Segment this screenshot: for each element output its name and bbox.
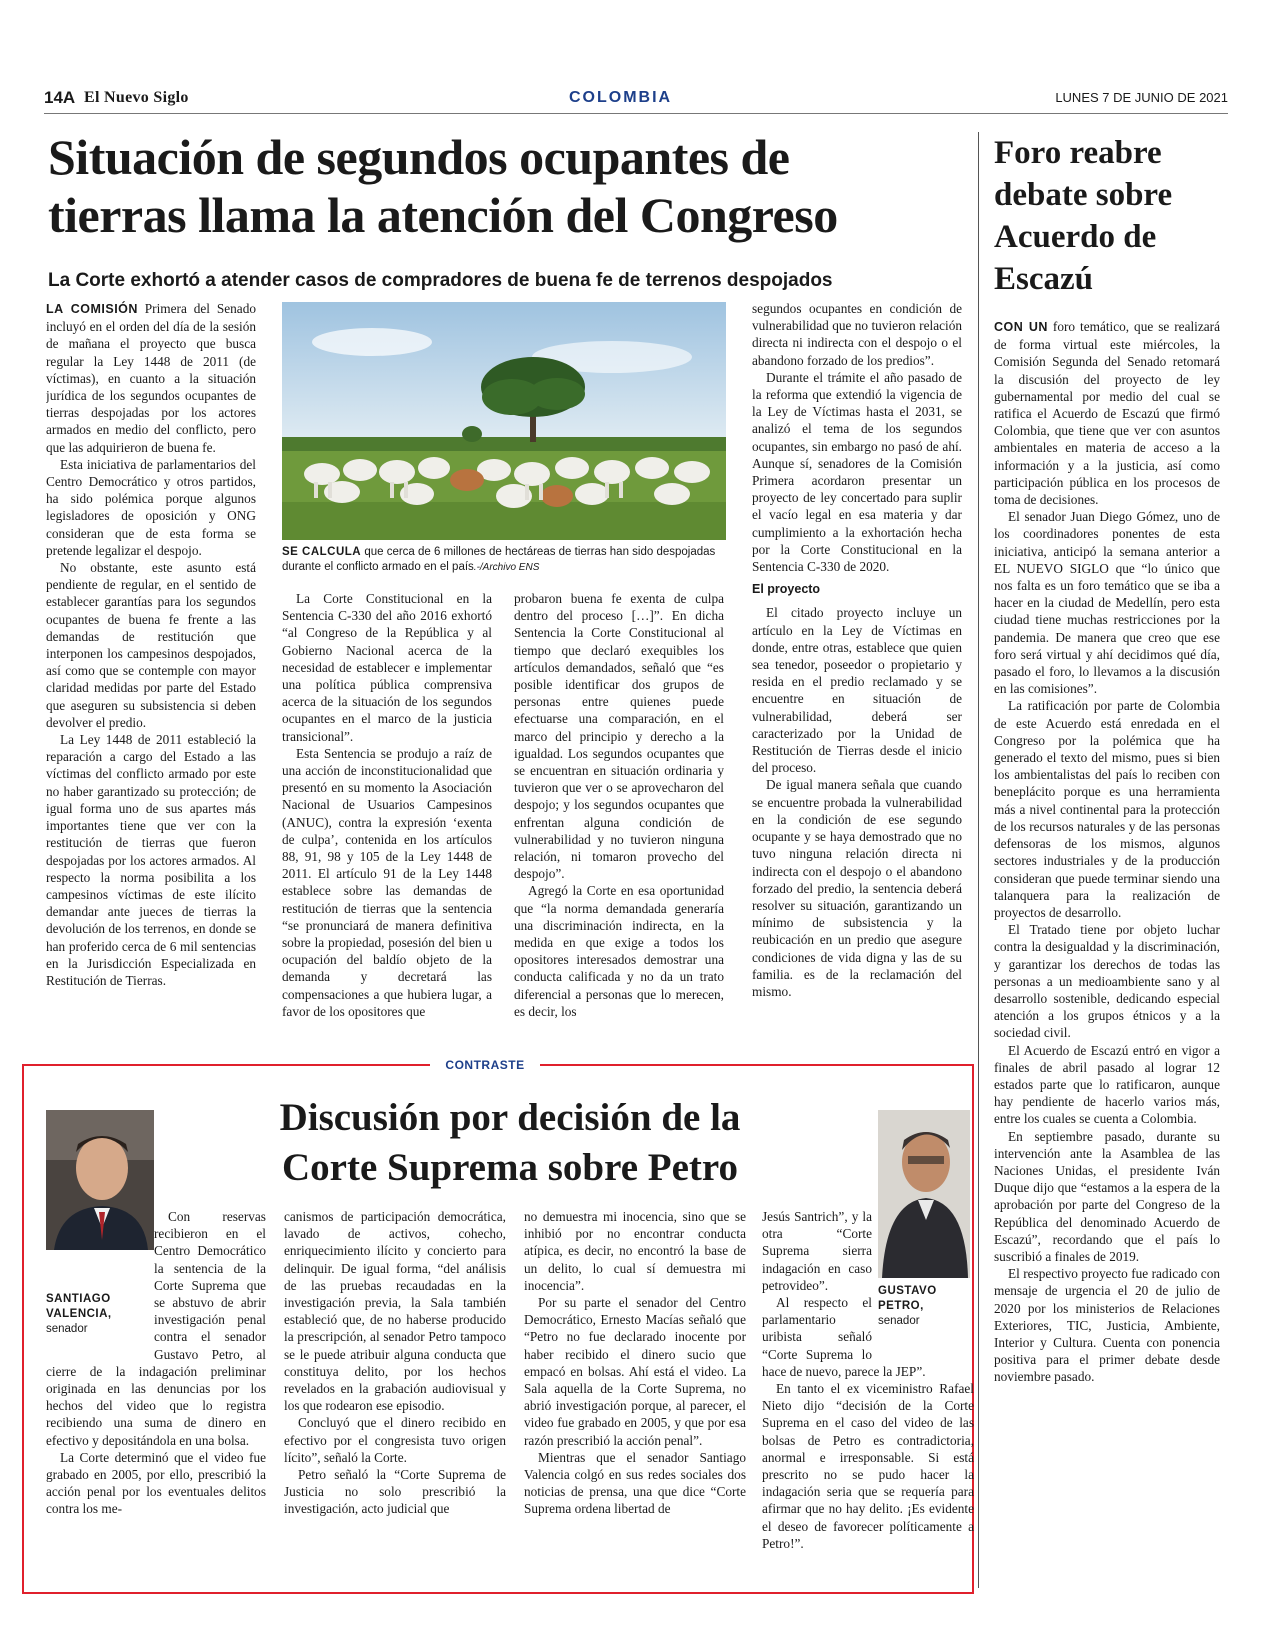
issue-date: LUNES 7 DE JUNIO DE 2021 bbox=[1055, 90, 1228, 105]
rail-divider bbox=[978, 132, 979, 1588]
sidebar-paragraph: La ratificación por parte de Colombia de este Acuerdo está enredada en el Congreso por la polémica que ha generado el texto del mismo, pues si bien los ambientalistas del país lo reciben con beneplácito porque es una herramienta más a nivel continental para la protección de los recursos naturales y de las personas defensoras de los mismos, algunos sectores industriales y de la producción consideran que puede terminar siendo una talanquera para la realización de proyectos de desarrollo. bbox=[994, 698, 1220, 920]
newspaper-name: El Nuevo Siglo bbox=[84, 89, 189, 106]
main-paragraph: Esta Sentencia se produjo a raíz de una acción de inconstitucionalidad que presentó en su momento la Asociación Nacional de Usuarios Campesinos (ANUC), contra la expresión ‘exenta de culpa’, contenida en los artículos 88, 91, 98 y 105 de la Ley 1448 de 2011. El artículo 91 de la Ley 1448 establece sobre las demandas de restitución de tierras que la sentencia “se pronunciará de manera definitiva sobre la propiedad, posesión del bien u ocupación del baldío objeto de la demanda y decretará las compensaciones a que hubiera lugar, a favor de los opositores que bbox=[282, 745, 492, 1019]
main-paragraph: De igual manera señala que cuando se encuentre probada la vulnerabilidad en la condición de ese segundo ocupante y se haya demostrado que no tuvo ninguna relación directa ni indirecta con el despojo o el abandono forzado del predio, la sentencia deberá resolver su situación, garantizando un mínimo de subsistencia y la reubicación en un predio que asegure condiciones de vida digna y las de su familia. es de la reclamación del mismo. bbox=[752, 777, 962, 999]
contraste-paragraph: Al respecto el parlamentario uribista señaló “Corte Suprema lo hace de nuevo, parece la JEP”. bbox=[762, 1295, 926, 1379]
main-paragraph: Esta iniciativa de parlamentarios del Centro Democrático y otros partidos, ha sido polémica porque algunos legisladores de oposición y ONG consideran que de esta forma se pretende legalizar el despojo. bbox=[46, 456, 256, 558]
contraste-paragraph: Por su parte el senador del Centro Democrático, Ernesto Macías señaló que “Petro no fue declarado inocente por haber recibido el dinero sucio que empacó en bolsas. Ahí está el video. La Sala aquella de la Corte Suprema, no abrió investigación porque, al parecer, el video fue grabado en 2005, y que por esa razón prescribió la acción penal”. bbox=[524, 1295, 746, 1448]
photo-credit: .-/Archivo ENS bbox=[473, 562, 540, 573]
petro-name: GUSTAVO PETRO, bbox=[878, 1285, 937, 1312]
paragraph-text: foro temático, que se realizará de forma virtual este miércoles, la Comisión Segunda del Senado retomará la discusión del proyecto de ley gubernamental por medio del cual se ratifica el Acuerdo de Escazú que firmó Colombia, que tiene que ver con asuntos ambientales en materia de acceso a la información y a la justicia, así como participación pública en los procesos de toma de decisiones. bbox=[994, 319, 1220, 508]
main-paragraph: segundos ocupantes en condición de vulnerabilidad que no tuvieron relación directa ni indirecta con el despojo o el abandono forzado de los predios”. bbox=[752, 301, 962, 368]
sidebar-paragraph: El respectivo proyecto fue radicado con mensaje de urgencia el 20 de julio de 2020 por los ministerios de Relaciones Exteriores, TIC, Justicia, Ambiente, Interior y Cultura. Cuenta con ponencia positiva para el primer debate desde noviembre pasado. bbox=[994, 1266, 1220, 1385]
caption-lead: SE CALCULA bbox=[282, 546, 362, 558]
page-number: 14A bbox=[44, 88, 76, 107]
cattle-photo bbox=[282, 302, 726, 540]
contraste-paragraph: canismos de participación democrática, lavado de activos, cohecho, enriquecimiento ilícito y concierto para delinquir. De igual forma, “del análisis de las pruebas recaudadas en la investigación previa, la Sala también estableció que, de no haberse producido la prescripción, al senador Petro tampoco se le puede atribuir alguna conducta que constituya delito, por los hechos revelados en la grabación audiovisual y los que rodearon ese episodio. bbox=[284, 1209, 506, 1414]
contraste-column-4 bbox=[762, 1208, 974, 1580]
petro-role: senador bbox=[878, 1315, 920, 1327]
sidebar-paragraph: El Acuerdo de Escazú entró en vigor a finales de abril pasado al lograr 12 estados parte que lo ratificaron, aunque hay pendiente de hacerlo varios más, entre los cuales se cuenta a Colombia. bbox=[994, 1042, 1220, 1127]
contraste-paragraph: Concluyó que el dinero recibido en efectivo por el congresista tuvo origen lícito”, señaló la Corte. bbox=[284, 1415, 506, 1465]
lead-in: CON UN bbox=[994, 320, 1048, 334]
main-story-column-3 bbox=[514, 590, 724, 1040]
main-subhead: La Corte exhortó a atender casos de compradores de buena fe de terrenos despojados bbox=[48, 270, 833, 291]
paragraph-text: Primera del Senado incluyó en el orden del día de la sesión de mañana el proyecto que busca regular la Ley 1448 de 2011 (de víctimas), en cuanto a la situación jurídica de los segundos ocupantes de tierras despojadas por los actores armados en medio del conflicto, pero que las adquirieron de buena fe. bbox=[46, 301, 256, 455]
portrait-wrap-space bbox=[872, 1208, 974, 1358]
contraste-paragraph: En tanto el ex viceministro Rafael Nieto dijo “decisión de la Corte Suprema en el caso del video de las bolsas de Petro es contradictoria, anormal e irresponsable. Si está prescrito no se pudo hacer la indagación seria que se requería para afirmar que no hay delito. ¡Es evidente el deseo de favorecer políticamente a Petro!”. bbox=[762, 1381, 974, 1551]
main-paragraph: probaron buena fe exenta de culpa dentro del proceso […]”. En dicha Sentencia la Corte Constitucional al tiempo que declaró exequibles los artículos demandados, señaló que “es posible identificar dos grupos de personas entre quienes puede efectuarse una comparación, en el marco del principio y derecho a la igualdad. Los segundos ocupantes que se encuentran en situación ordinaria y tuvieron que ver o se aprovecharon del despojo; y los segundos ocupantes que enfrentan alguna condición de vulnerabilidad y no tuvieron ninguna relación, ni tomaron provecho del despojo”. bbox=[514, 591, 724, 882]
sidebar-paragraph bbox=[994, 318, 1220, 508]
contraste-column-1 bbox=[46, 1208, 266, 1580]
main-story-column-1 bbox=[46, 300, 256, 1040]
folio-bar bbox=[44, 88, 1228, 110]
section-name: COLOMBIA bbox=[569, 89, 673, 106]
main-paragraph: Agregó la Corte en esa oportunidad que “la norma demandada generaría una discriminación indirecta, en la medida en que exige a todos los opositores interesados demostrar una conducta calificada y no da un trato diferencial a personas que lo merecen, es decir, los bbox=[514, 883, 724, 1019]
main-headline: Situación de segundos ocupantes de tierras llama la atención del Congreso bbox=[48, 129, 838, 243]
sidebar-story bbox=[994, 318, 1220, 1598]
contraste-label: CONTRASTE bbox=[430, 1058, 540, 1072]
main-story-column-4 bbox=[752, 300, 962, 1040]
contraste-paragraph: Mientras que el senador Santiago Valencia colgó en sus redes sociales dos noticias de prensa, una que dice “Corte Suprema ordena libertad de bbox=[524, 1449, 746, 1517]
contraste-column-3 bbox=[524, 1208, 746, 1580]
contraste-paragraph: Con reservas recibieron en el Centro Democrático la sentencia de la Corte Suprema que se abstuvo de abrir investigación penal contra el senador Gustavo Petro, al cierre de la indagación preliminar originada en las denuncias por los hechos del video que lo registra recibiendo una suma de dinero en efectivo y depositándola en una bolsa. bbox=[46, 1209, 266, 1448]
contraste-paragraph: Jesús Santrich”, y la otra “Corte Suprema sierra indagación en caso petrovideo”. bbox=[762, 1209, 872, 1293]
caption-text: que cerca de 6 millones de hectáreas de tierras han sido despojadas durante el conflicto armado en el país bbox=[282, 546, 716, 573]
contraste-paragraph: Petro señaló la “Corte Suprema de Justicia no solo prescribió la investigación, acto judicial que bbox=[284, 1467, 506, 1517]
contraste-headline: Discusión por decisión de la Corte Suprema sobre Petro bbox=[279, 1096, 741, 1189]
photo-caption bbox=[282, 545, 726, 575]
main-story-column-2 bbox=[282, 590, 492, 1040]
section-subhead: El proyecto bbox=[752, 582, 821, 597]
sidebar-paragraph: En septiembre pasado, durante su intervención ante la Asamblea de las Naciones Unidas, el presidente Iván Duque dijo que “estamos a la espera de la aprobación por parte del Congreso de la República del denominado Acuerdo de Escazú”, recordando que el país lo suscribió a finales de 2019. bbox=[994, 1128, 1220, 1264]
main-paragraph: Durante el trámite el año pasado de la reforma que extendió la vigencia de la Ley de Víctimas hasta el 2031, se analizó el tema de los segundos ocupantes, sin embargo no pasó de ahí. Aunque sí, senadores de la Comisión Primera acordaron presentar un proyecto de ley concertado para suplir el vacío legal en esa materia y dar cumplimiento a la exhortación hecha por la Corte Constitucional en la Sentencia C-330 de 2020. bbox=[752, 369, 962, 575]
valencia-role: senador bbox=[46, 1323, 88, 1335]
contraste-paragraph: no demuestra mi inocencia, sino que se inhibió por no encontrar conducta atípica, es decir, no encontró la base de un delito, lo cual sí demuestra mi inocencia”. bbox=[524, 1209, 746, 1293]
contraste-column-2 bbox=[284, 1208, 506, 1580]
main-paragraph bbox=[46, 300, 256, 456]
sidebar-headline: Foro reabre debate sobre Acuerdo de Escazú bbox=[994, 135, 1173, 297]
cattle-field-image bbox=[282, 302, 726, 540]
main-paragraph: La Corte Constitucional en la Sentencia C-330 del año 2016 exhortó “al Congreso de la República y al Gobierno Nacional acerca de la necesidad de establecer e implementar una política pública comprensiva acerca de la situación de los segundos ocupantes en el marco de la justicia transicional”. bbox=[282, 591, 492, 744]
sidebar-paragraph: El senador Juan Diego Gómez, uno de los coordinadores ponentes de esta iniciativa, anticipó la semana anterior a EL NUEVO SIGLO que “lo único que nos falta es un foro temático que se iba a hacer en la ciudad de Medellín, pero esta ciudad tiene muchas restricciones por la pandemia. De manera que creo que ese foro será virtual y ahí decidimos qué día, pasado el foro, lo llevamos a la discusión en las comisiones”. bbox=[994, 509, 1220, 697]
folio-divider bbox=[44, 113, 1228, 114]
contraste-paragraph: La Corte determinó que el video fue grabado en 2005, por ello, prescribió la acción penal por los eventuales delitos contra los me- bbox=[46, 1449, 266, 1517]
main-paragraph: No obstante, este asunto está pendiente de regular, en el sentido de establecer garantías para los segundos ocupantes de buena fe frente a las demandas de restitución que interponen los campesinos despojados, así como que se contemple con mayor claridad medidas por parte del Estado que aseguren su subsistencia si deben devolver el predio. bbox=[46, 560, 256, 730]
valencia-name: SANTIAGO VALENCIA, bbox=[46, 1293, 112, 1320]
main-paragraph: La Ley 1448 de 2011 estableció la reparación a cargo del Estado a las víctimas del conflicto armado por este no haber garantizado su protección; de igual forma uno de sus apartes más importantes tiene que ver con la restitución de tierras que fueron despojadas por los actores armados. Al respecto la norma posibilita a los campesinos víctimas de este ilícito demandar ante jueces de tierras la devolución de los terrenos, en donde se han proferido cerca de 6 mil sentencias en la Jurisdicción Especializada en Restitución de Tierras. bbox=[46, 732, 256, 988]
sidebar-paragraph: El Tratado tiene por objeto luchar contra la desigualdad y la discriminación, y garantizar los derechos de todas las personas a un medioambiente sano y al desarrollo sostenible, dedicando especial atención a los grupos étnicos y a la sociedad civil. bbox=[994, 922, 1220, 1041]
main-paragraph: El citado proyecto incluye un artículo en la Ley de Víctimas en donde, entre otras, establece que quien sea tenedor, poseedor o propietario y resida en el predio reclamado y se encuentre en situación de vulnerabilidad, deberá ser caracterizado por la Unidad de Restitución de Tierras desde el inicio del proceso. bbox=[752, 605, 962, 776]
lead-in: LA COMISIÓN bbox=[46, 302, 138, 316]
portrait-wrap-space bbox=[46, 1208, 154, 1358]
